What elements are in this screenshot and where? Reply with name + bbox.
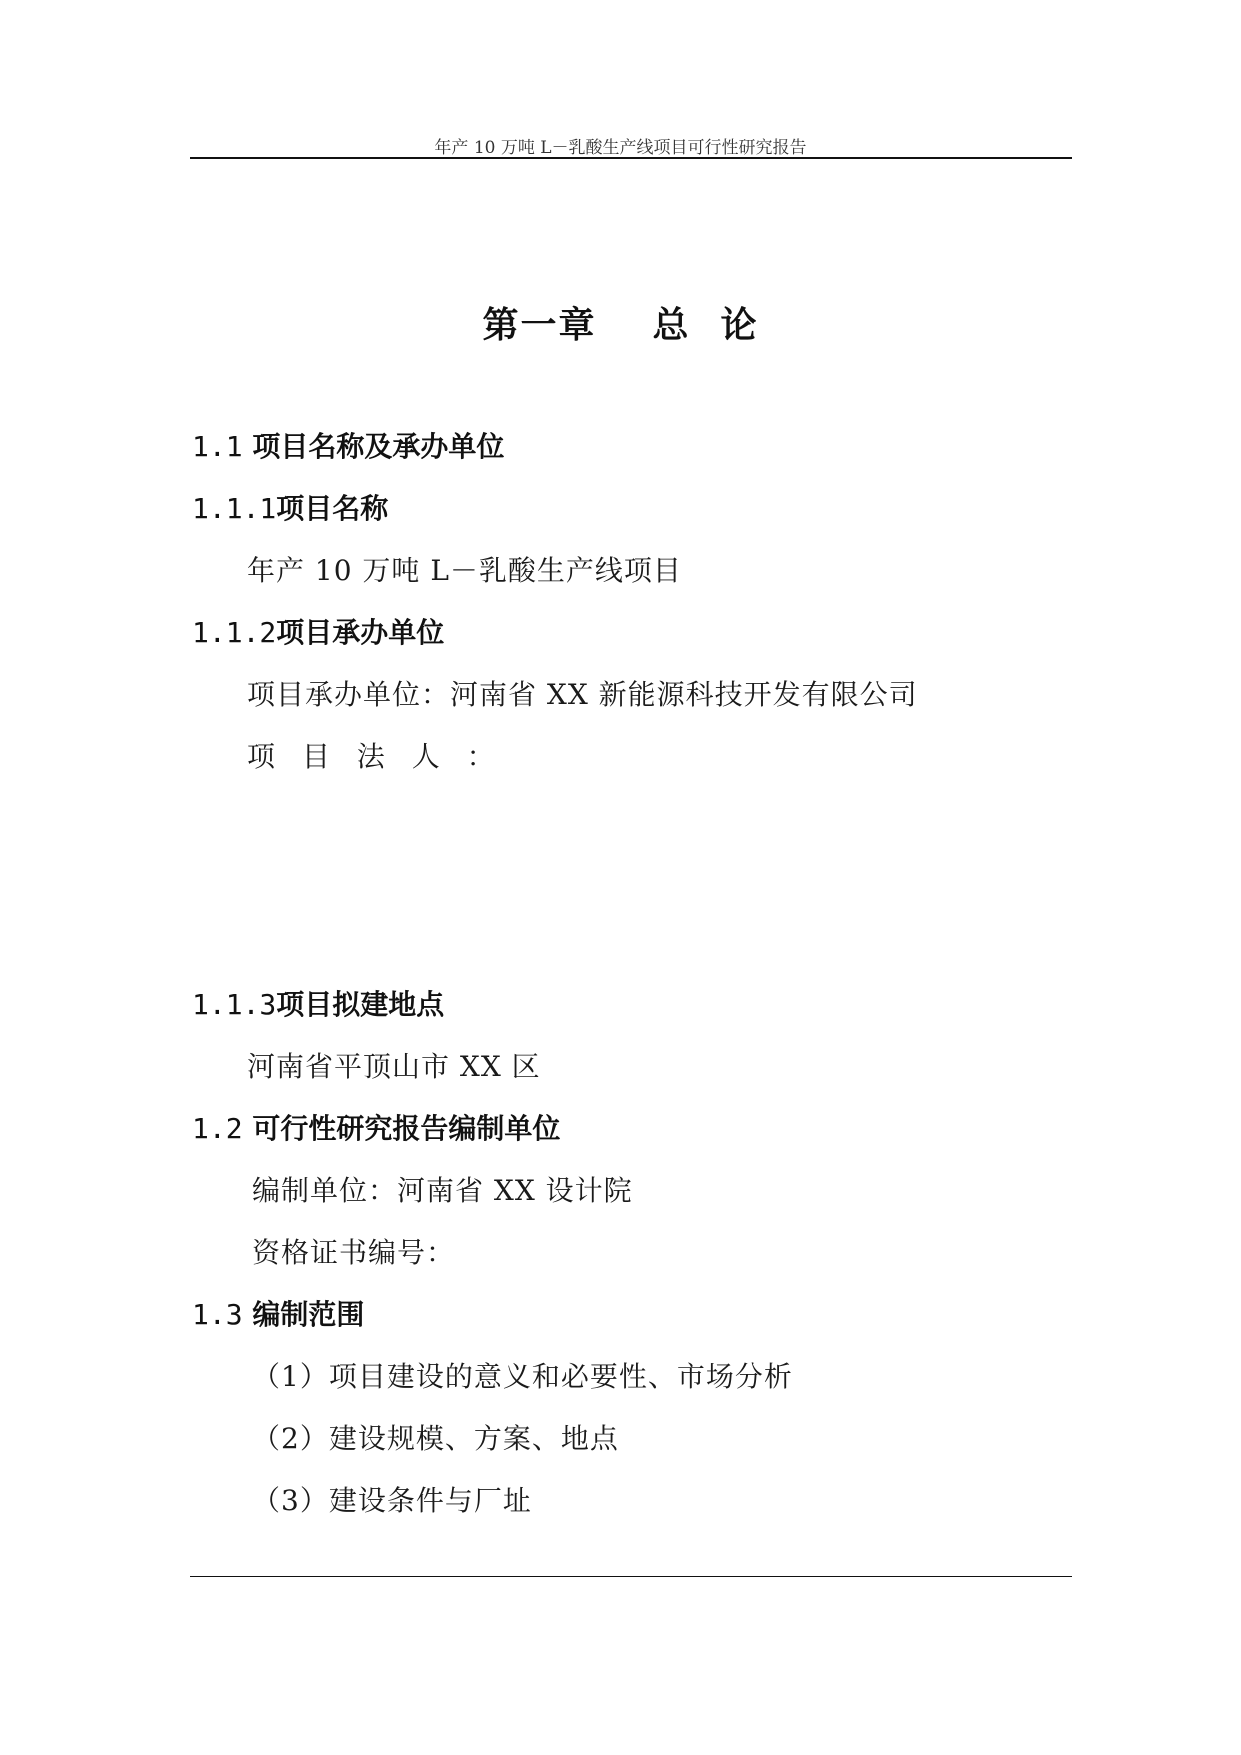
heading-number: 1.1 — [192, 430, 243, 463]
scope-item-3: （3）建设条件与厂址 — [252, 1484, 532, 1517]
scope-item-1: （1）项目建设的意义和必要性、市场分析 — [252, 1360, 793, 1393]
running-header: 年产 10 万吨 L－乳酸生产线项目可行性研究报告 — [434, 138, 807, 158]
heading-1-1-2 — [192, 611, 444, 651]
header-rule — [190, 157, 1072, 159]
chapter-title-word-1: 总 — [652, 305, 691, 346]
heading-text: 项目名称 — [276, 492, 389, 525]
scope-item-2: （2）建设规模、方案、地点 — [252, 1422, 619, 1455]
footer-rule — [190, 1576, 1072, 1577]
legal-person-text: 项 目 法 人 ： — [247, 740, 504, 773]
chapter-title-number: 第一章 — [482, 305, 597, 346]
heading-1-2 — [192, 1107, 560, 1147]
heading-text: 项目拟建地点 — [276, 988, 445, 1021]
certificate-number-text: 资格证书编号： — [252, 1236, 456, 1269]
heading-1-1-1 — [192, 487, 388, 527]
heading-number: 1.1.2 — [192, 616, 277, 649]
heading-text: 项目承办单位 — [276, 616, 445, 649]
heading-text: 项目名称及承办单位 — [252, 430, 505, 463]
undertaking-unit-text: 项目承办单位：河南省 XX 新能源科技开发有限公司 — [247, 678, 918, 711]
chapter-title-word-2: 论 — [720, 305, 759, 346]
heading-text: 编制范围 — [252, 1298, 365, 1331]
heading-number: 1.1.3 — [192, 988, 277, 1021]
heading-text: 可行性研究报告编制单位 — [252, 1112, 561, 1145]
chapter-title — [0, 297, 1241, 348]
heading-number: 1.2 — [192, 1112, 243, 1145]
heading-number: 1.1.1 — [192, 492, 277, 525]
compiling-unit-text: 编制单位：河南省 XX 设计院 — [252, 1174, 633, 1207]
project-name-text: 年产 10 万吨 L－乳酸生产线项目 — [247, 554, 682, 587]
heading-1-1-3 — [192, 983, 444, 1023]
heading-1-3 — [192, 1293, 364, 1333]
site-location-text: 河南省平顶山市 XX 区 — [247, 1050, 541, 1083]
heading-number: 1.3 — [192, 1298, 243, 1331]
heading-1-1 — [192, 425, 504, 465]
